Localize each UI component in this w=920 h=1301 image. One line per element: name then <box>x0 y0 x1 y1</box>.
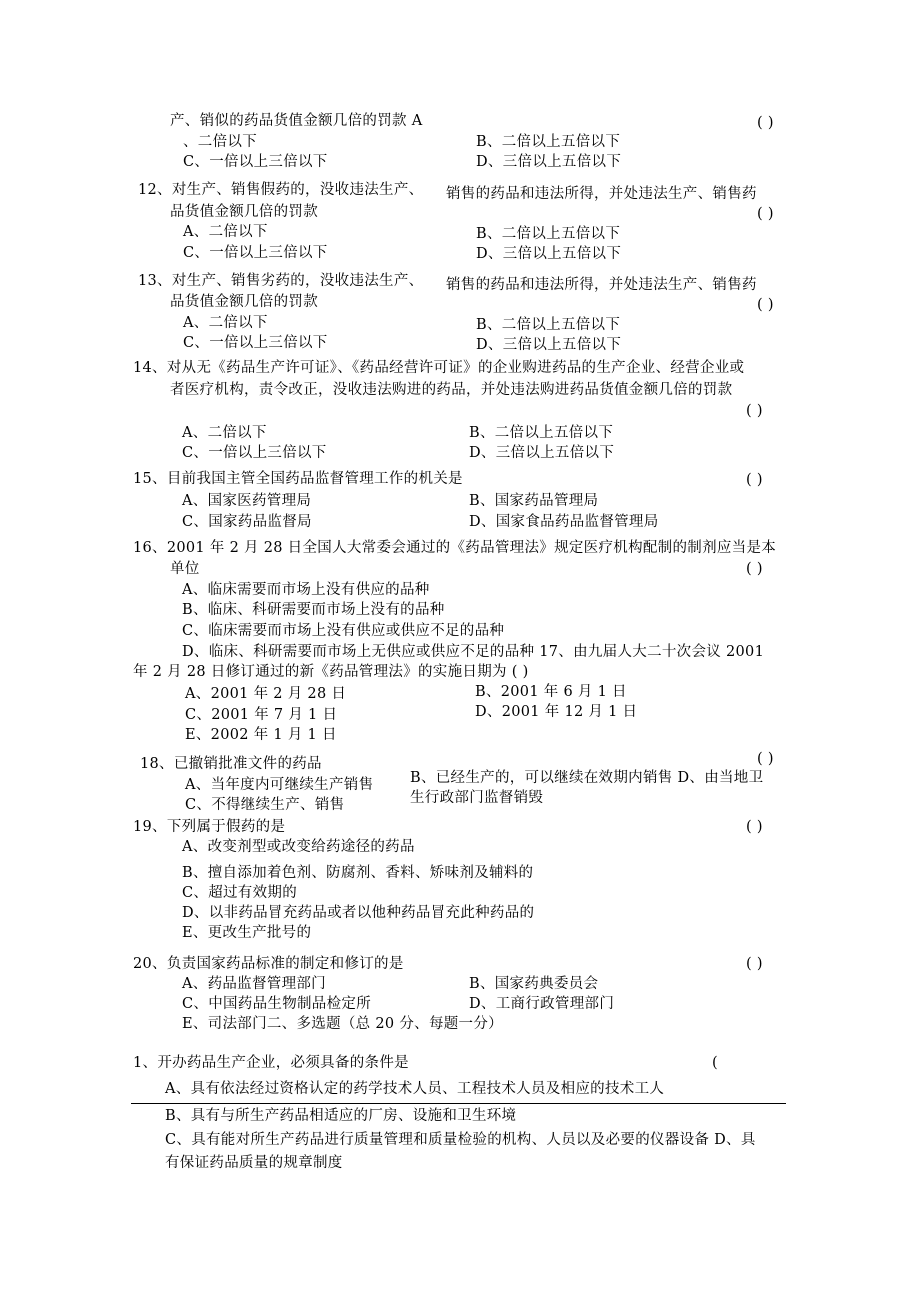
question-text: 单位 <box>170 561 200 577</box>
question-text: 品货值金额几倍的罚款 <box>170 294 318 310</box>
answer-bracket: ( ) <box>757 206 774 222</box>
option-text: B、国家药典委员会 <box>469 976 599 992</box>
question-text: 14、对从无《药品生产许可证》、《药品经营许可证》的企业购进药品的生产企业、经营企业或 <box>133 360 745 376</box>
option-text: B、二倍以上五倍以下 <box>476 226 621 242</box>
question-text: 1、开办药品生产企业，必须具备的条件是 <box>133 1055 409 1071</box>
option-text: B、二倍以上五倍以下 <box>469 425 614 441</box>
question-text: 16、2001 年 2 月 28 日全国人大常委会通过的《药品管理法》规定医疗机构配制的制剂应当是本 <box>133 540 777 556</box>
option-text: B、二倍以上五倍以下 <box>476 317 621 333</box>
option-text: 有保证药品质量的规章制度 <box>165 1155 343 1171</box>
option-text: C、中国药品生物制品检定所 <box>182 996 371 1012</box>
answer-bracket: ( ) <box>746 819 763 835</box>
option-text: B、擅自添加着色剂、防腐剂、香料、矫味剂及辅料的 <box>182 865 534 881</box>
option-text: D、三倍以上五倍以下 <box>476 246 622 262</box>
question-text: 13、对生产、销售劣药的，没收违法生产、 <box>138 273 424 289</box>
question-text: 销售的药品和违法所得，并处违法生产、销售药 <box>446 277 757 293</box>
question-text: 15、目前我国主管全国药品监督管理工作的机关是 <box>133 471 463 487</box>
option-text: A、2001 年 2 月 28 日 <box>185 686 347 702</box>
option-text: C、临床需要而市场上没有供应或供应不足的品种 <box>182 623 505 639</box>
option-text: A、二倍以下 <box>182 425 267 441</box>
option-text: D、三倍以上五倍以下 <box>476 154 622 170</box>
option-text: D、国家食品药品监督管理局 <box>469 514 659 530</box>
option-text: E、更改生产批号的 <box>182 925 312 941</box>
option-text: D、三倍以上五倍以下 <box>476 337 622 353</box>
option-text: C、具有能对所生产药品进行质量管理和质量检验的机构、人员以及必要的仪器设备 D、具 <box>165 1132 756 1148</box>
option-text: D、工商行政管理部门 <box>469 996 615 1012</box>
option-text: B、2001 年 6 月 1 日 <box>475 684 627 700</box>
option-text: C、一倍以上三倍以下 <box>183 245 328 261</box>
option-text: C、一倍以上三倍以下 <box>183 335 328 351</box>
question-text: 20、负责国家药品标准的制定和修订的是 <box>133 956 404 972</box>
option-text: A、临床需要而市场上没有供应的品种 <box>182 582 430 598</box>
option-text: C、2001 年 7 月 1 日 <box>185 707 338 723</box>
question-text: 18、已撤销批准文件的药品 <box>140 756 322 772</box>
answer-bracket: ( ) <box>746 561 763 577</box>
answer-bracket: ( <box>712 1055 718 1071</box>
option-text: C、国家药品监督局 <box>182 514 312 530</box>
option-text: E、司法部门二、多选题（总 20 分、每题一分） <box>182 1016 503 1032</box>
option-text: B、已经生产的，可以继续在效期内销售 D、由当地卫 <box>410 770 764 786</box>
option-text: A、二倍以下 <box>183 224 268 240</box>
question-text: 品货值金额几倍的罚款 <box>170 204 318 220</box>
question-text: 12、对生产、销售假药的，没收违法生产、 <box>138 182 424 198</box>
option-text: C、一倍以上三倍以下 <box>183 154 328 170</box>
option-text: A、药品监督管理部门 <box>182 976 326 992</box>
option-text: D、临床、科研需要而市场上无供应或供应不足的品种 17、由九届人大二十次会议 2001 <box>182 644 765 660</box>
question-text: 销售的药品和违法所得，并处违法生产、销售药 <box>446 186 757 202</box>
horizontal-rule <box>131 1103 786 1104</box>
option-text: A、具有依法经过资格认定的药学技术人员、工程技术人员及相应的技术工人 <box>165 1081 665 1097</box>
option-text: B、二倍以上五倍以下 <box>476 134 621 150</box>
answer-bracket: ( ) <box>746 472 763 488</box>
question-text: 者医疗机构，责令改正，没收违法购进的药品，并处违法购进药品货值金额几倍的罚款 <box>170 382 733 398</box>
option-text: D、2001 年 12 月 1 日 <box>475 704 638 720</box>
option-text: A、改变剂型或改变给药途径的药品 <box>182 839 415 855</box>
question-text: 年 2 月 28 日修订通过的新《药品管理法》的实施日期为 ( ) <box>133 664 529 680</box>
answer-bracket: ( ) <box>746 956 763 972</box>
option-text: C、超过有效期的 <box>182 885 297 901</box>
option-text: D、以非药品冒充药品或者以他种药品冒充此种药品的 <box>182 905 535 921</box>
option-text: A、当年度内可继续生产销售 <box>185 777 374 793</box>
option-text: A、国家医药管理局 <box>182 493 312 509</box>
option-text: B、具有与所生产药品相适应的厂房、设施和卫生环境 <box>165 1108 517 1124</box>
option-text: D、三倍以上五倍以下 <box>469 445 615 461</box>
option-text: C、不得继续生产、销售 <box>185 797 345 813</box>
option-text: 生行政部门监督销毁 <box>410 790 544 806</box>
answer-bracket: ( ) <box>746 403 763 419</box>
option-text: A、二倍以下 <box>183 315 268 331</box>
option-text: C、一倍以上三倍以下 <box>182 445 327 461</box>
answer-bracket: ( ) <box>757 751 774 767</box>
question-text: 产、销似的药品货值金额几倍的罚款 A <box>170 113 423 129</box>
answer-bracket: ( ) <box>757 115 774 131</box>
option-text: 、二倍以下 <box>183 134 257 150</box>
answer-bracket: ( ) <box>757 297 774 313</box>
option-text: E、2002 年 1 月 1 日 <box>185 727 337 743</box>
option-text: B、国家药品管理局 <box>469 493 599 509</box>
option-text: B、临床、科研需要而市场上没有的品种 <box>182 602 445 618</box>
question-text: 19、下列属于假药的是 <box>133 819 286 835</box>
